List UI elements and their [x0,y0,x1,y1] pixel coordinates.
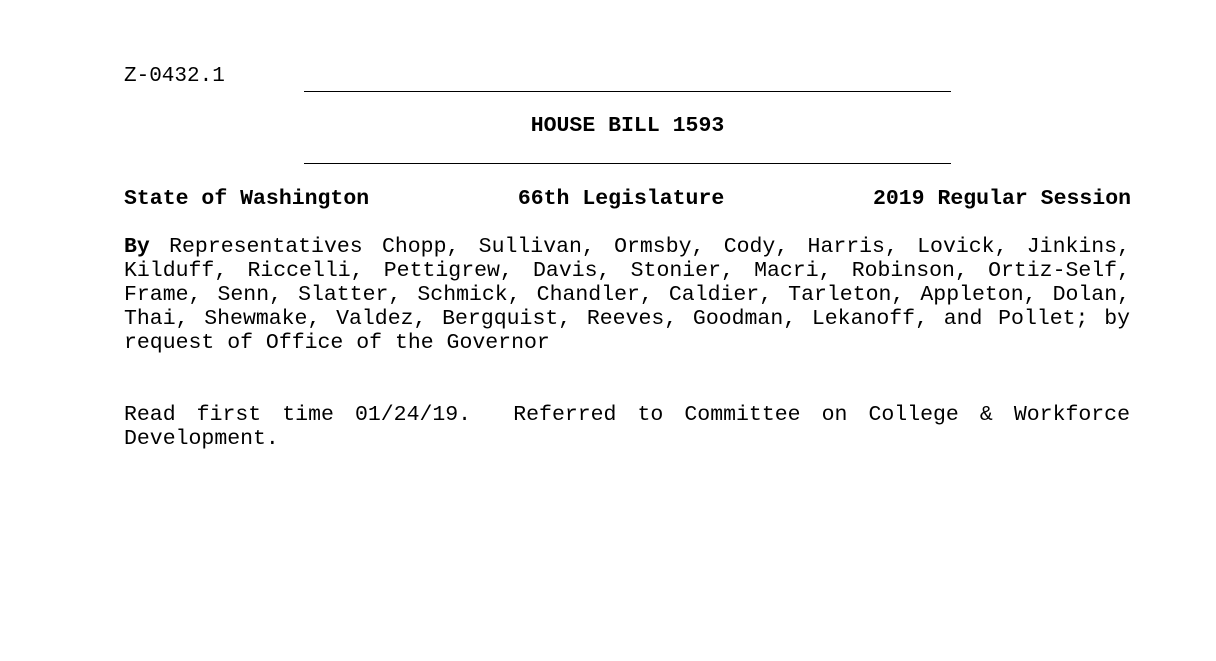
title-rule-bottom [304,163,951,164]
bill-title: HOUSE BILL 1593 [530,114,725,138]
session-info-row [124,187,1131,211]
sponsors-paragraph [124,235,1130,355]
reading-status-paragraph [124,403,1130,451]
first-reading: Read first time 01/24/19. [124,403,472,427]
sponsors-lead: By [124,235,150,259]
document-code: Z-0432.1 [124,65,225,88]
committee-referral: Referred to Committee on College & Workforce Development. [124,403,1130,451]
sponsors-list: Representatives Chopp, Sullivan, Ormsby, Cody, Harris, Lovick, Jinkins, Kilduff, Riccelli, Pettigrew, Davis, Stonier, Macri, Robinson, Ortiz-Self, Frame, Senn, Slatter, Schmick, Chandler, Caldier, Tarleton, Appleton, Dolan, Thai, Shewmake, Valdez, Bergquist, Reeves, Goodman, Lekanoff, and Pollet; by request of Office of the Governor [124,235,1130,355]
state-name: State of Washington [124,187,370,211]
legislature-number: 66th Legislature [517,187,725,211]
session-name: 2019 Regular Session [872,187,1131,211]
title-rule-top [304,91,951,92]
